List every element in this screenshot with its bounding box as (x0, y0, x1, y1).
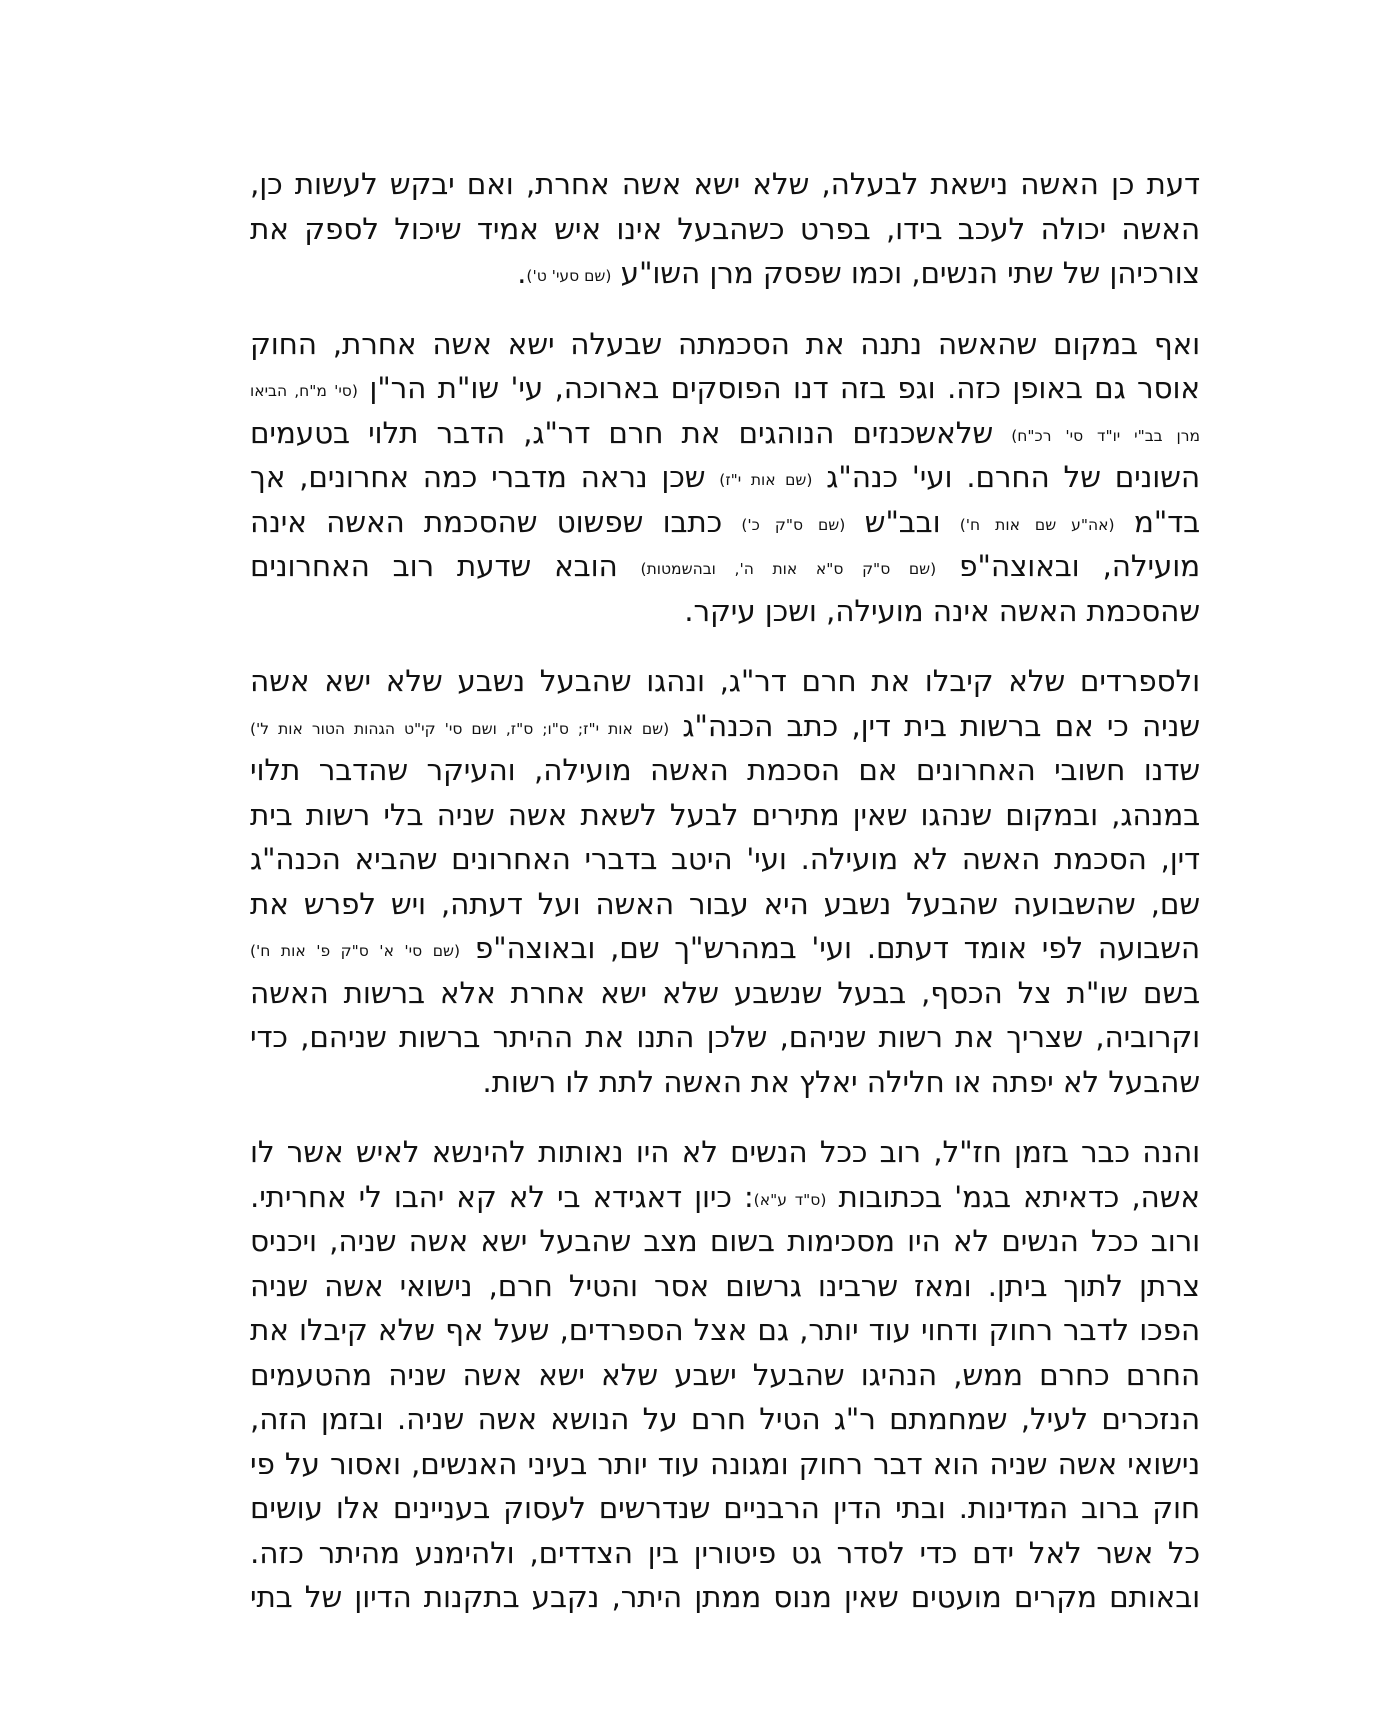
text-segment: ובב"ש (845, 504, 960, 539)
text-line (250, 1442, 1200, 1487)
source-reference: (סי' מ"ח, הביאו (250, 382, 358, 400)
text-segment: וקרוביה, שצריך את רשות שניהם, שלכן התנו את ההיתר ברשות שניהם, כדי (250, 1020, 1200, 1054)
text-segment: בד"מ (1114, 504, 1200, 539)
text-line (250, 1486, 1200, 1531)
text-segment: ורוב ככל הנשים לא היו מסכימות בשום מצב שהבעל ישא אשה שניה, ויכניס (250, 1224, 1200, 1258)
text-segment: בשם שו"ת צל הכסף, בבעל שנשבע שלא ישא אחרת אלא ברשות האשה (250, 975, 1200, 1010)
text-segment: השונים של החרם. ועי' כנה"ג (812, 460, 1200, 494)
text-line (250, 207, 1200, 252)
text-segment: אשה, כדאיתא בגמ' בכתובות (826, 1179, 1200, 1214)
text-segment: שניה כי אם ברשות בית דין, כתב הכנה"ג (669, 708, 1200, 743)
text-line (250, 1015, 1200, 1060)
text-segment: שהסכמת האשה אינה מועילה, ושכן עיקר. (684, 593, 1200, 628)
text-segment: במנהג, ובמקום שנהגו שאין מתירים לבעל לשאת אשה שניה בלי רשות בית (250, 797, 1200, 832)
text-segment: דעת כן האשה נישאת לבעלה, שלא ישא אשה אחרת, ואם יבקש לעשות כן, (250, 167, 1200, 201)
document-page (250, 162, 1200, 1662)
text-line (250, 1397, 1200, 1442)
text-segment: צרתן לתוך ביתן. ומאז שרבינו גרשום אסר והטיל חרם, נישואי אשה שניה (250, 1268, 1200, 1303)
text-line (250, 1353, 1200, 1398)
text-line (250, 1264, 1200, 1309)
text-line (250, 500, 1200, 545)
text-line (250, 1175, 1200, 1220)
text-segment: : כיון דאגידא בי לא קא יהבו לי אחריתי. (250, 1179, 754, 1214)
text-segment: החרם כחרם ממש, הנהיגו שהבעל ישבע שלא ישא אשה שניה מהטעמים (250, 1357, 1200, 1392)
text-line (250, 704, 1200, 749)
text-segment: ובאותם מקרים מועטים שאין מנוס ממתן היתר, נקבע בתקנות הדיון של בתי (250, 1580, 1200, 1614)
text-segment: האשה יכולה לעכב בידו, בפרט כשהבעל אינו איש אמיד שיכול לספק את (250, 211, 1200, 246)
text-line (250, 882, 1200, 927)
text-segment: מועילה, ובאוצה"פ (936, 549, 1200, 583)
text-line (250, 659, 1200, 704)
source-reference: (שם אות י"ז; ס"ו; ס"ז, ושם סי' קי"ט הגהות הטור אות ל') (250, 719, 670, 738)
paragraph (250, 659, 1200, 1104)
source-reference: (שם סי' א' ס"ק פ' אות ח') (250, 942, 461, 960)
source-reference: (שם אות י"ז) (719, 471, 813, 489)
text-segment: כל אשר לאל ידם כדי לסדר גט פיטורין בין הצדדים, ולהימנע מהיתר כזה. (250, 1535, 1200, 1570)
text-line (250, 926, 1200, 971)
source-reference: מרן בב"י יו"ד סי' רכ"ח) (1011, 426, 1200, 445)
text-line (250, 411, 1200, 456)
text-segment: שהבעל לא יפתה או חלילה יאלץ את האשה לתת לו רשות. (482, 1064, 1200, 1099)
text-line (250, 322, 1200, 367)
text-line (250, 251, 1200, 296)
text-line (250, 544, 1200, 589)
text-line (250, 455, 1200, 500)
source-reference: (שם ס"ק ס"א אות ה', ובהשמטות) (640, 560, 937, 578)
text-line (250, 589, 1200, 634)
text-segment: הפכו לדבר רחוק ודחוי עוד יותר, גם אצל הספרדים, שעל אף שלא קיבלו את (250, 1313, 1200, 1347)
text-segment: דין, הסכמת האשה לא מועילה. ועי' היטב בדברי האחרונים שהביא הכנה"ג (250, 842, 1200, 876)
text-line (250, 1575, 1200, 1620)
text-segment: שכן נראה מדברי כמה אחרונים, אך (250, 460, 720, 494)
text-line (250, 1060, 1200, 1105)
text-segment: השבועה לפי אומד דעתם. ועי' במהרש"ך שם, ובאוצה"פ (460, 931, 1200, 965)
text-segment: צורכיהן של שתי הנשים, וכמו שפסק מרן השו"ע (611, 256, 1200, 290)
paragraph (250, 322, 1200, 634)
text-segment: שדנו חשובי האחרונים אם הסכמת האשה מועילה, והעיקר שהדבר תלוי (250, 753, 1200, 787)
text-line (250, 837, 1200, 882)
text-segment: נישואי אשה שניה הוא דבר רחוק ומגונה עוד יותר בעיני האנשים, ואסור על פי (250, 1446, 1200, 1481)
paragraph (250, 162, 1200, 296)
text-segment: שלאשכנזים הנוהגים את חרם דר"ג, הדבר תלוי בטעמים (250, 415, 1012, 450)
source-reference: (שם סעי' ט') (526, 267, 612, 285)
text-line (250, 1308, 1200, 1353)
text-line (250, 162, 1200, 207)
source-reference: (אה"ע שם אות ח') (959, 515, 1115, 534)
text-segment: שם, שהשבועה שהבעל נשבע היא עבור האשה ועל דעתה, ויש לפרש את (250, 886, 1200, 921)
text-line (250, 971, 1200, 1016)
text-segment: הובא שדעת רוב האחרונים (250, 549, 641, 583)
text-segment: הנזכרים לעיל, שמחמתם ר"ג הטיל חרם על הנושא אשה שניה. ובזמן הזה, (250, 1402, 1200, 1436)
text-line (250, 366, 1200, 411)
text-line (250, 1531, 1200, 1576)
text-segment: אוסר גם באופן כזה. וגפ בזה דנו הפוסקים בארוכה, עי' שו"ת הר"ן (357, 371, 1200, 405)
text-line (250, 748, 1200, 793)
source-reference: (ס"ד ע"א) (753, 1190, 827, 1209)
text-segment: והנה כבר בזמן חז"ל, רוב ככל הנשים לא היו נאותות להינשא לאיש אשר לו (250, 1135, 1200, 1169)
paragraph (250, 1130, 1200, 1620)
text-segment: כתבו שפשוט שהסכמת האשה אינה (250, 504, 742, 539)
text-line (250, 1130, 1200, 1175)
text-segment: חוק ברוב המדינות. ובתי הדין הרבניים שנדרשים לעסוק בעניינים אלו עושים (250, 1491, 1200, 1525)
text-segment: ולספרדים שלא קיבלו את חרם דר"ג, ונהגו שהבעל נשבע שלא ישא אשה (250, 664, 1200, 698)
source-reference: (שם ס"ק כ') (741, 515, 846, 534)
text-segment: . (517, 256, 527, 290)
text-line (250, 1219, 1200, 1264)
text-line (250, 793, 1200, 838)
text-segment: ואף במקום שהאשה נתנה את הסכמתה שבעלה ישא אשה אחרת, החוק (250, 326, 1200, 361)
